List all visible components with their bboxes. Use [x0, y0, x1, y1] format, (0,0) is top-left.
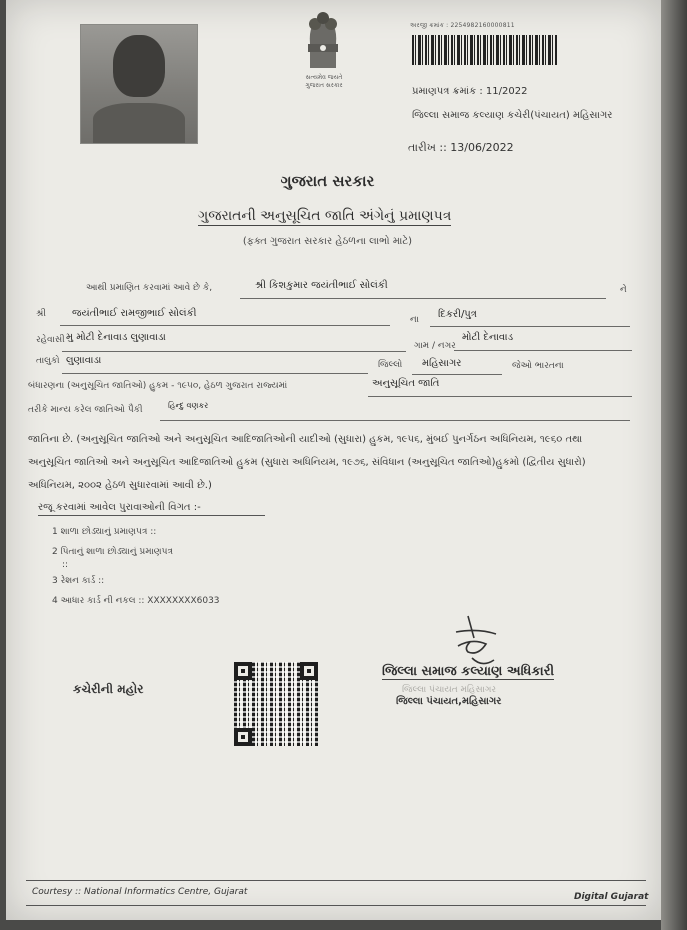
- signature-icon: [438, 612, 508, 672]
- district: મહિસાગર: [422, 358, 462, 369]
- caste: હિન્દુ વણકર: [168, 401, 209, 410]
- residence-label: રહેવાસી: [36, 335, 65, 345]
- applicant-photo: [80, 24, 198, 144]
- recognized-label: તરીકે માન્ય કરેલ જાતિઓ પૈકી: [28, 405, 143, 415]
- proof-item: 1 શાળા છોડ્યાનું પ્રમાણપત્ર ::: [52, 527, 157, 537]
- proof-item: 2 પિતાનું શાળા છોડ્યાનું પ્રમાણપત્ર: [52, 547, 174, 557]
- caste-underline: [160, 420, 630, 421]
- footer-courtesy: Courtesy :: National Informatics Centre, Gujarat: [32, 887, 248, 897]
- village-underline: [454, 350, 632, 351]
- legal-paragraph: જાતિના છે. (અનુસૂચિત જાતિઓ અને અનુસૂચિત આદિજાતિઓની યાદીઓ (સુધારા) હુકમ, ૧૯૫૬, મુંબઈ પુનર્ગઠન અધિનિયમ, ૧૯૬૦ તથા અનુસૂચિત જાતિઓ અને અનુસૂચિત આદિજાતિઓ હુકમ (સુધારા અધિનિયમ, ૧૯૭૬, સંવિધાન (અનુસૂચિત જાતિઓ)હુકમો (દ્વિતીય સુધારો) અધિનિયમ, ૨૦૦૨ હેઠળ સુધારવામાં આવી છે.): [28, 434, 586, 491]
- barcode: [412, 35, 557, 65]
- footer-digital-gujarat: Digital Gujarat: [574, 892, 649, 902]
- ne-text: ને: [620, 285, 627, 295]
- certificate-title: ગુજરાતની અનુસૂચિત જાતિ અંગેનું પ્રમાણપત્ર: [198, 208, 452, 224]
- emblem-caption: સત્યમેવ જયતે ગુજરાત સરકાર: [305, 74, 343, 89]
- certificate-number: પ્રમાણપત્ર ક્રમાંક : 11/2022: [412, 86, 528, 97]
- government-title: ગુજરાત સરકાર: [280, 172, 375, 190]
- district-label: જિલ્લો: [378, 360, 403, 370]
- district-underline: [412, 374, 502, 375]
- qr-code: [234, 662, 318, 746]
- signatory-office: જિલ્લા પંચાયત,મહિસાગર: [396, 696, 502, 707]
- relation-underline: [430, 326, 630, 327]
- issuing-office: જિલ્લા સમાજ કલ્યાણ કચેરી(પંચાયત) મહિસાગર: [412, 110, 613, 121]
- applicant-name: શ્રી કિશકુમાર જયંતીભાઈ સોલંકી: [255, 280, 388, 291]
- village: મોટી દેનાવાડ: [462, 332, 514, 343]
- proof-item: ::: [62, 560, 69, 570]
- certificate-subtitle: (ફક્ત ગુજરાત સરકાર હેઠળના લાભો માટે): [242, 236, 413, 247]
- father-name: જયંતીભાઈ રામજીભાઈ સોલંકી: [72, 308, 197, 319]
- taluka: લુણાવાડા: [66, 355, 102, 366]
- name-underline: [240, 298, 606, 299]
- barcode-caption: અરજી ક્રમાંક : 2254982160000811: [410, 22, 515, 29]
- shri-label: શ્રી: [36, 309, 46, 319]
- residence-underline: [62, 351, 406, 352]
- order-text: બંધારણના (અનુસૂચિત જાતિઓ) હુકમ - ૧૯૫૦, હેઠળ ગુજરાત રાજ્યમાં: [28, 381, 288, 391]
- proof-item: 4 આધાર કાર્ડ ની નકલ :: XXXXXXXX6033: [52, 596, 220, 606]
- village-label: ગામ / નગર: [414, 341, 456, 351]
- taluka-underline: [62, 373, 368, 374]
- jeo-label: જેઓ ભારતના: [512, 361, 564, 371]
- father-underline: [60, 325, 390, 326]
- na-text: ના: [410, 315, 419, 325]
- office-seal-label: કચેરીની મહોર: [73, 682, 144, 696]
- relation: દિકરી/પુત્ર: [438, 309, 477, 320]
- residence: મુ મોટી દેનાવાડ લુણાવાડા: [66, 332, 166, 343]
- category: અનુસૂચિત જાતિ: [372, 378, 440, 389]
- certify-label: આથી પ્રમાણિત કરવામાં આવે છે કે,: [86, 283, 213, 293]
- scan-edge: [661, 0, 687, 930]
- proof-item: 3 રેશન કાર્ડ ::: [52, 576, 105, 586]
- signatory-title: જિલ્લા સમાજ કલ્યાણ અધિકારી: [382, 664, 555, 679]
- proofs-heading: રજૂ કરવામાં આવેલ પુરાવાઓની વિગત :-: [38, 502, 265, 516]
- faint-stamp: જિલ્લા પંચાયત મહિસાગર: [402, 685, 497, 695]
- taluka-label: તાલુકો: [36, 356, 60, 366]
- category-underline: [368, 396, 632, 397]
- issue-date: તારીખ :: 13/06/2022: [408, 141, 514, 154]
